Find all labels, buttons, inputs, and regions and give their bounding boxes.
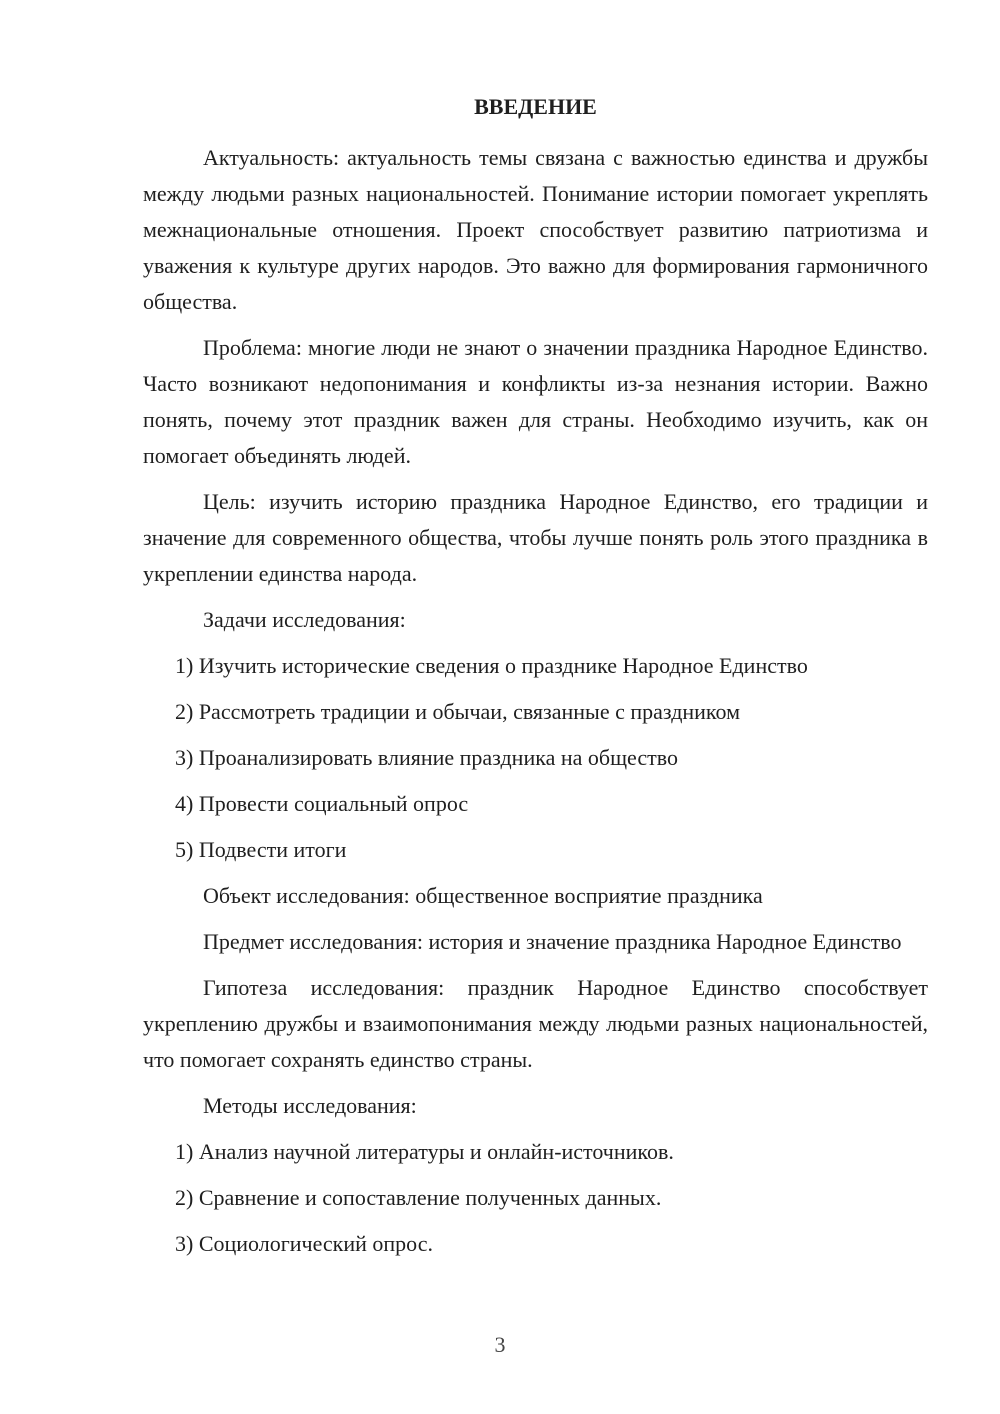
list-item: 3) Социологический опрос.	[175, 1231, 433, 1256]
relevance-paragraph: Актуальность: актуальность темы связана с важностью единства и дружбы между людьми разных национальностей. Понимание истории помогает укреплять межнациональные отношения. Проект способствует развитию патриотизма и уважения к культуре других народов. Это важно для формирования гармоничного общества.	[143, 145, 928, 314]
methods-heading: Методы исследования:	[203, 1093, 417, 1118]
list-item: 1) Анализ научной литературы и онлайн-источников.	[175, 1139, 674, 1164]
list-item: 3) Проанализировать влияние праздника на общество	[175, 745, 678, 770]
list-item: 1) Изучить исторические сведения о празднике Народное Единство	[175, 653, 808, 678]
goal-paragraph: Цель: изучить историю праздника Народное Единство, его традиции и значение для современного общества, чтобы лучше понять роль этого праздника в укреплении единства народа.	[143, 489, 928, 586]
object-paragraph: Объект исследования: общественное восприятие праздника	[203, 883, 763, 908]
list-item: 2) Рассмотреть традиции и обычаи, связанные с праздником	[175, 699, 741, 724]
subject-paragraph: Предмет исследования: история и значение праздника Народное Единство	[203, 929, 902, 954]
tasks-heading: Задачи исследования:	[203, 607, 406, 632]
hypothesis-paragraph: Гипотеза исследования: праздник Народное Единство способствует укреплению дружбы и взаимопонимания между людьми разных национальностей, что помогает сохранять единство страны.	[143, 975, 928, 1072]
problem-paragraph: Проблема: многие люди не знают о значении праздника Народное Единство. Часто возникают недопонимания и конфликты из-за незнания истории. Важно понять, почему этот праздник важен для страны. Необходимо изучить, как он помогает объединять людей.	[143, 335, 928, 468]
list-item: 5) Подвести итоги	[175, 837, 347, 862]
list-item: 4) Провести социальный опрос	[175, 791, 469, 816]
page-number: 3	[494, 1332, 506, 1357]
section-title: ВВЕДЕНИЕ	[474, 94, 597, 119]
list-item: 2) Сравнение и сопоставление полученных данных.	[175, 1185, 662, 1210]
document-page	[143, 92, 928, 1272]
